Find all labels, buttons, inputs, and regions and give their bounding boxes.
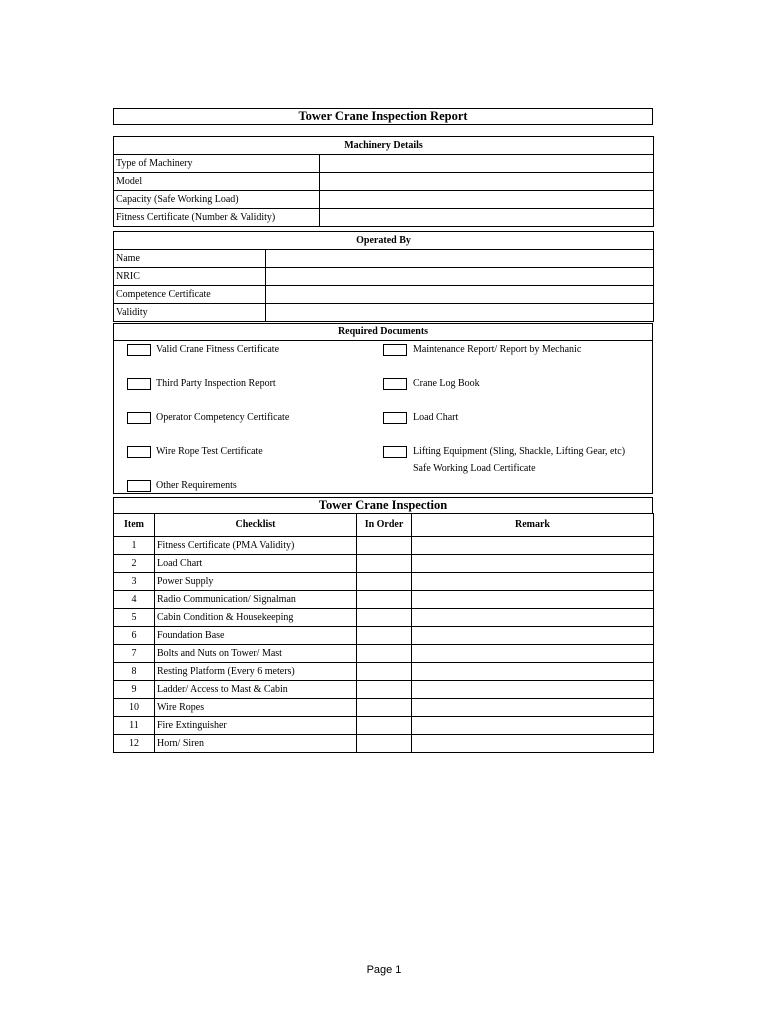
required-documents-section [113,323,653,494]
field-label: Type of Machinery [114,155,320,173]
item-number: 12 [114,735,155,753]
operated-by-heading: Operated By [114,232,654,250]
validity-field[interactable] [266,304,654,322]
doc-label: Maintenance Report/ Report by Mechanic [413,344,582,355]
checkbox[interactable] [127,446,151,458]
column-header-remark: Remark [412,514,654,537]
doc-label: Lifting Equipment (Sling, Shackle, Lifting Gear, etc) [413,446,626,457]
field-label: Model [114,173,320,191]
remark-cell[interactable] [412,717,654,735]
checkbox[interactable] [383,378,407,390]
field-label: Fitness Certificate (Number & Validity) [114,209,320,227]
table-row [114,717,654,735]
checklist-item: Horn/ Siren [155,735,357,753]
in-order-cell[interactable] [357,663,412,681]
checklist-item: Radio Communication/ Signalman [155,591,357,609]
remark-cell[interactable] [412,573,654,591]
table-row [114,173,654,191]
inspection-heading: Tower Crane Inspection [113,497,653,514]
item-number: 3 [114,573,155,591]
checklist-item: Fitness Certificate (PMA Validity) [155,537,357,555]
table-row [114,209,654,227]
checkbox[interactable] [127,344,151,356]
model-field[interactable] [320,173,654,191]
operator-name-field[interactable] [266,250,654,268]
item-number: 2 [114,555,155,573]
doc-label-continuation: Safe Working Load Certificate [413,463,536,474]
competence-certificate-field[interactable] [266,286,654,304]
column-header-in-order: In Order [357,514,412,537]
checkbox[interactable] [127,412,151,424]
remark-cell[interactable] [412,699,654,717]
doc-label: Load Chart [413,412,459,423]
field-label: Competence Certificate [114,286,266,304]
in-order-cell[interactable] [357,645,412,663]
item-number: 7 [114,645,155,663]
column-header-checklist: Checklist [155,514,357,537]
remark-cell[interactable] [412,627,654,645]
item-number: 11 [114,717,155,735]
doc-label: Third Party Inspection Report [156,378,276,389]
table-row [114,735,654,753]
doc-label: Crane Log Book [413,378,480,389]
field-label: Name [114,250,266,268]
checklist-item: Cabin Condition & Housekeeping [155,609,357,627]
remark-cell[interactable] [412,537,654,555]
checkbox[interactable] [383,344,407,356]
checklist-item: Fire Extinguisher [155,717,357,735]
table-row [114,699,654,717]
item-number: 6 [114,627,155,645]
table-row [114,681,654,699]
table-row [114,268,654,286]
field-label: NRIC [114,268,266,286]
in-order-cell[interactable] [357,537,412,555]
remark-cell[interactable] [412,591,654,609]
capacity-field[interactable] [320,191,654,209]
table-row [114,537,654,555]
report-title: Tower Crane Inspection Report [113,108,653,125]
doc-label: Other Requirements [156,480,237,491]
item-number: 5 [114,609,155,627]
checkbox[interactable] [383,446,407,458]
item-number: 1 [114,537,155,555]
checkbox[interactable] [127,480,151,492]
checkbox[interactable] [383,412,407,424]
operated-by-table [113,231,654,322]
checklist-item: Load Chart [155,555,357,573]
field-label: Capacity (Safe Working Load) [114,191,320,209]
table-row [114,155,654,173]
item-number: 4 [114,591,155,609]
machinery-details-table [113,136,654,227]
in-order-cell[interactable] [357,627,412,645]
table-row [114,609,654,627]
checkbox[interactable] [127,378,151,390]
remark-cell[interactable] [412,663,654,681]
checklist-item: Power Supply [155,573,357,591]
in-order-cell[interactable] [357,591,412,609]
table-row [114,286,654,304]
checklist-item: Wire Ropes [155,699,357,717]
table-row [114,555,654,573]
table-row [114,645,654,663]
table-header-row [114,514,654,537]
in-order-cell[interactable] [357,681,412,699]
in-order-cell[interactable] [357,609,412,627]
remark-cell[interactable] [412,735,654,753]
remark-cell[interactable] [412,681,654,699]
remark-cell[interactable] [412,555,654,573]
table-row [114,627,654,645]
checklist-item: Foundation Base [155,627,357,645]
item-number: 10 [114,699,155,717]
checklist-item: Bolts and Nuts on Tower/ Mast [155,645,357,663]
in-order-cell[interactable] [357,717,412,735]
in-order-cell[interactable] [357,735,412,753]
item-number: 8 [114,663,155,681]
table-row [114,191,654,209]
table-row [114,573,654,591]
in-order-cell[interactable] [357,699,412,717]
checklist-item: Resting Platform (Every 6 meters) [155,663,357,681]
page-number: Page 1 [366,964,402,976]
doc-label: Wire Rope Test Certificate [156,446,263,457]
doc-label: Valid Crane Fitness Certificate [156,344,280,355]
in-order-cell[interactable] [357,555,412,573]
inspection-checklist-table [113,513,654,753]
checklist-item: Ladder/ Access to Mast & Cabin [155,681,357,699]
column-header-item: Item [114,514,155,537]
field-label: Validity [114,304,266,322]
in-order-cell[interactable] [357,573,412,591]
required-documents-heading: Required Documents [114,324,652,341]
nric-field[interactable] [266,268,654,286]
table-row [114,591,654,609]
machinery-details-heading: Machinery Details [114,137,654,155]
table-row [114,304,654,322]
table-row [114,663,654,681]
fitness-certificate-field[interactable] [320,209,654,227]
table-row [114,250,654,268]
remark-cell[interactable] [412,609,654,627]
item-number: 9 [114,681,155,699]
doc-label: Operator Competency Certificate [156,412,290,423]
type-of-machinery-field[interactable] [320,155,654,173]
remark-cell[interactable] [412,645,654,663]
